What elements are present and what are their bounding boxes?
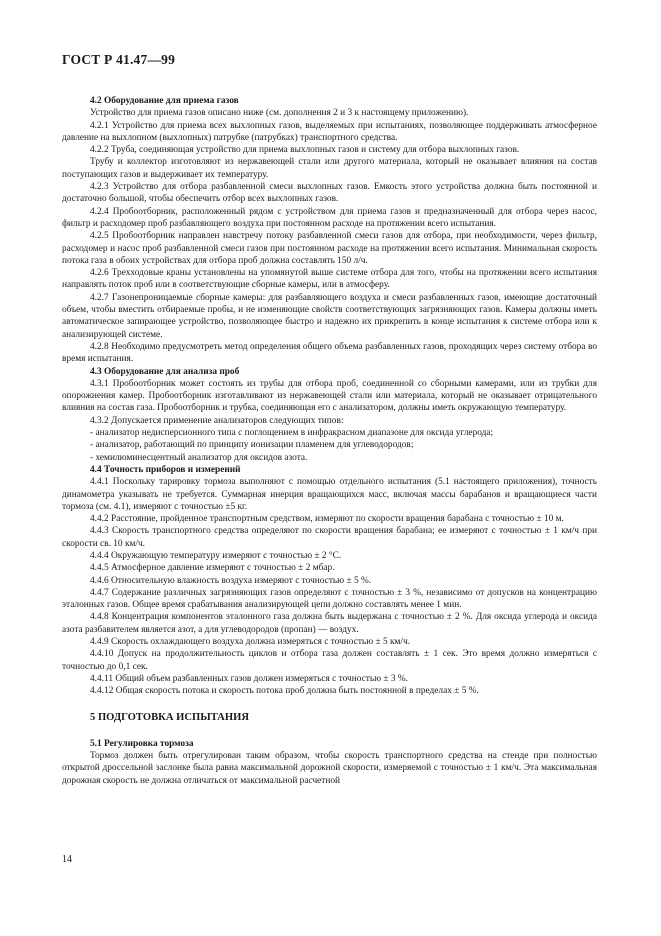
paragraph: 4.4.11 Общий объем разбавленных газов должен измеряться с точностью ± 3 %. <box>90 673 409 684</box>
paragraph: 4.2.8 Необходимо предусмотреть метод определения общего объема разбавленных газов, проходящих через систему отбора во время испытания. <box>62 341 597 365</box>
paragraph: 4.2.2 Труба, соединяющая устройство для приема выхлопных газов и систему для отбора выхлопных газов. <box>90 145 520 156</box>
paragraph: Устройство для приема газов описано ниже (см. дополнения 2 и 3 к настоящему приложению). <box>90 108 469 119</box>
paragraph: 4.2.7 Газонепроницаемые сборные камеры: для разбавляющего воздуха и смеси разбавленных газов, имеющие достаточный объем, чтобы вместить отбираемые пробы, и не изменяющие свойств соответствующих загрязняющих газов. Камеры должны иметь автоматическое запирающее устройство, позволяющее быстро и надежно их прикрепить в конце испытания к системе отбора или к анализирующей системе. <box>62 292 597 340</box>
document-body <box>62 95 597 787</box>
paragraph: 4.4.10 Допуск на продолжительность циклов и отбора газа должен составлять ± 1 сек. Это время должно измеряться с точностью до 0,1 сек. <box>62 649 597 672</box>
paragraph: 4.4.4 Окружающую температуру измеряют с точностью ± 2 °С. <box>90 550 342 561</box>
list-item: - анализатор, работающий по принципу ионизации пламенем для углеводородов; <box>90 440 414 451</box>
paragraph: 4.3.1 Пробоотборник может состоять из трубы для отбора проб, соединенной со сборными камерами, или из трубки для опорожнения камер. Пробоотборник изготавливают из нержавеющей стали или материала, который не оказывает отрицательного влияния на состав газа. Пробоотборник и трубка, соединяющая его с анализатором, должны иметь окружающую температуру. <box>62 378 597 414</box>
section-heading: 5 ПОДГОТОВКА ИСПЫТАНИЯ <box>90 711 249 723</box>
paragraph: 4.2.1 Устройство для приема всех выхлопных газов, выделяемых при испытаниях, позволяющее поддерживать атмосферное давление на выхлопном (выхлопных) патрубке (патрубках) транспортного средства. <box>62 120 597 143</box>
paragraph: 4.4.2 Расстояние, пройденное транспортным средством, измеряют по скорости вращения барабана с точностью ± 10 м. <box>90 514 564 525</box>
paragraph: 4.4.9 Скорость охлаждающего воздуха должна измеряться с точностью ± 5 км/ч. <box>90 637 411 648</box>
list-item: - анализатор недисперсионного типа с поглощением в инфракрасном диапазоне для оксида углерода; <box>90 428 494 439</box>
subsection-heading: 4.2 Оборудование для приема газов <box>90 96 239 106</box>
paragraph: 4.4.5 Атмосферное давление измеряют с точностью ± 2 мбар. <box>90 563 335 574</box>
page-number: 14 <box>62 854 72 865</box>
paragraph: Трубу и коллектор изготовляют из нержавеющей стали или другого материала, который не оказывает влияния на состав поступающих газов и выдерживает их температуру. <box>62 157 597 180</box>
paragraph: 4.4.6 Относительную влажность воздуха измеряют с точностью ± 5 %. <box>90 575 372 586</box>
list-item: - хемилюминесцентный анализатор для оксидов азота. <box>90 452 308 463</box>
subsection-heading: 4.3 Оборудование для анализа проб <box>90 366 240 377</box>
paragraph: 4.4.8 Концентрация компонентов эталонного газа должна быть выдержана с точностью ± 2 %. Для оксида углерода и оксида азота разбавителем является азот, а для углеводородов (пропан) — воздух. <box>62 612 597 635</box>
paragraph: 4.2.3 Устройство для отбора разбавленной смеси выхлопных газов. Емкость этого устройства должна быть постоянной и достаточно большой, чтобы обеспечить отбор всех выхлопных газов. <box>62 182 597 205</box>
document-header: ГОСТ Р 41.47—99 <box>62 52 176 67</box>
paragraph: 4.4.12 Общая скорость потока и скорость потока проб должна быть постоянной в пределах ± 5 %. <box>90 686 479 697</box>
paragraph: 4.2.6 Трехходовые краны установлены на упомянутой выше системе отбора для того, чтобы на протяжении всего испытания направлять поток проб или в соответствующие сборные камеры, или в атмосферу. <box>62 268 597 291</box>
paragraph: 4.4.1 Поскольку тарировку тормоза выполняют с помощью отдельного испытания (5.1 настоящего приложения), точность динамометра указывать не требуется. Суммарная инерция вращающихся масс, включая массы барабанов и вращающиеся части тормоза (см. 4.1), измеряют с точностью ±5 кг. <box>62 477 597 512</box>
paragraph: 4.4.3 Скорость транспортного средства определяют по скорости вращения барабана; ее измеряют с точностью ± 1 км/ч при скорости св. 10 км/ч. <box>62 526 597 549</box>
paragraph: 4.4.7 Содержание различных загрязняющих газов определяют с точностью ± 3 %, независимо от допусков на концентрацию эталонных газов. Общее время срабатывания анализирующей цепи должно составлять менее 1 мин. <box>62 587 597 611</box>
subsection-heading: 5.1 Регулировка тормоза <box>90 738 194 749</box>
paragraph: 4.2.5 Пробоотборник направлен навстречу потоку разбавленной смеси газов для отбора, при необходимости, через фильтр, расходомер и насос проб разбавленной смеси газов при постоянном расходе на протяжении всего испытания. Минимальная скорость потока газа в обоих устройствах для отбора проб должна составлять 150 л/ч. <box>62 231 597 266</box>
subsection-heading: 4.4 Точность приборов и измерений <box>90 464 241 475</box>
paragraph: 4.2.4 Пробоотборник, расположенный рядом с устройством для приема газов и предназначенный для отбора через насос, фильтр и расходомер проб разбавляющего воздуха при постоянном расходе на протяжении всего испытания. <box>62 206 597 229</box>
paragraph: Тормоз должен быть отрегулирован таким образом, чтобы скорость транспортного средства на стенде при полностью открытой дроссельной заслонке была равна максимальной дорожной скорости, измеряемой с точностью ± 1 км/ч. Эта максимальная дорожная скорость не должна отличаться от максимальной расчетной <box>62 751 597 786</box>
paragraph: 4.3.2 Допускается применение анализаторов следующих типов: <box>90 415 344 426</box>
